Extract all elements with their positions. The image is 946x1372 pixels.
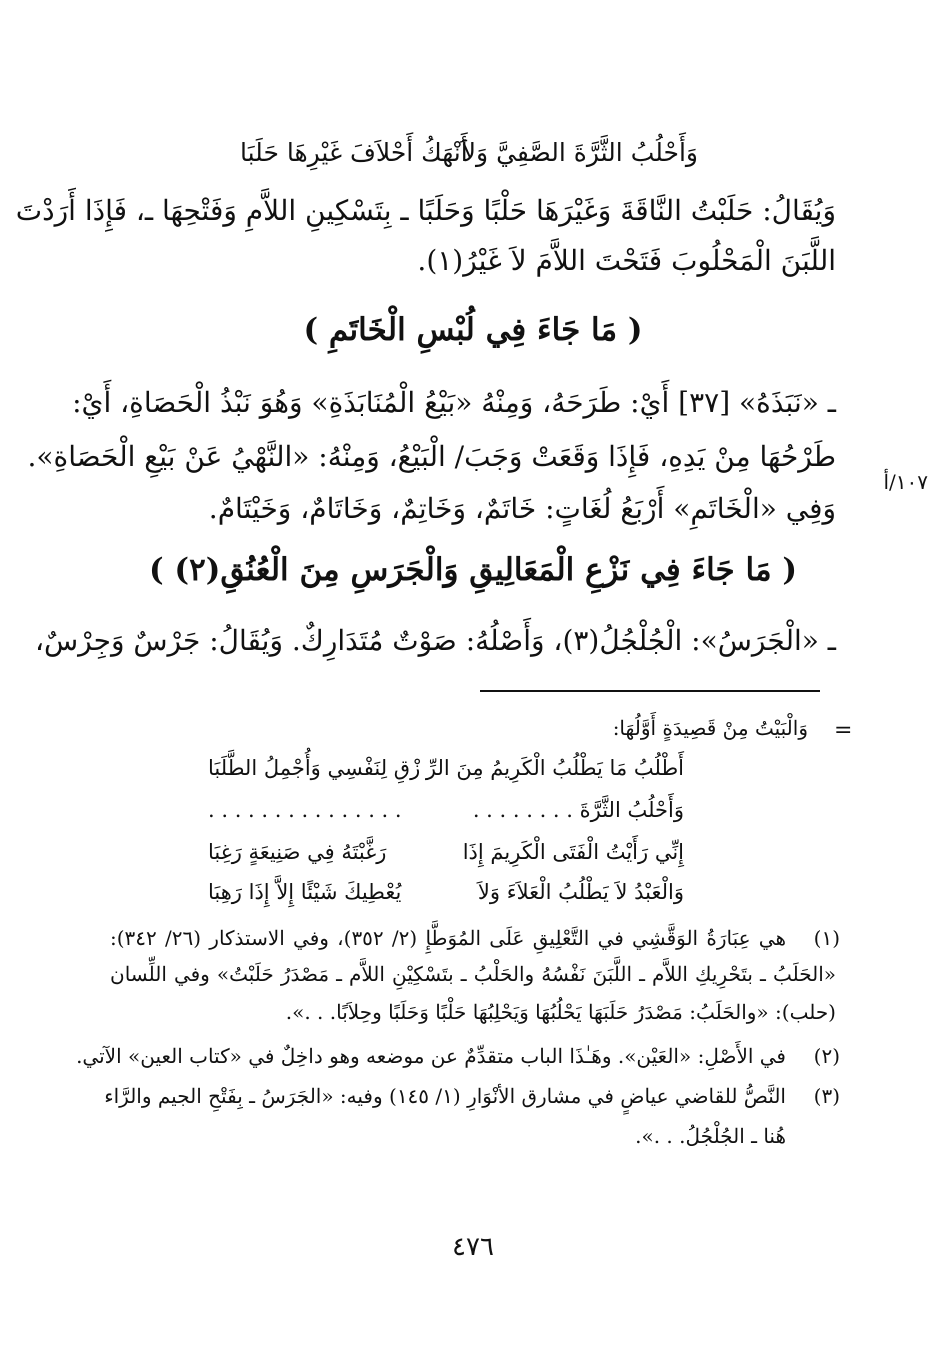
section-heading-jaras: ( مَا جَاءَ فِي نَزْعِ الْمَعَالِيقِ وَالْجَرَسِ مِنَ الْعُنُقِ(٢) ) bbox=[148, 552, 798, 588]
footnote-2-line-1: في الأَصْلِ: «العَيْن». وهَـٰذَا الباب متقدِّمٌ عن موضعه وهو داخِلٌ في «كتاب العين» الآتي. bbox=[76, 1044, 786, 1068]
footnote-3-line-1: النَّصُّ للقاضي عياضٍ في مشارق الأنْوَارِ (١/ ١٤٥) وفيه: «الجَرَسُ ـ بِفَتْحِ الجيم والرَّاء bbox=[104, 1084, 786, 1108]
section-heading-khatam: ( مَا جَاءَ فِي لُبْسِ الْخَاتَمِ ) bbox=[303, 312, 643, 348]
paragraph-2-line-1: ـ «نَبَذَهُ» [٣٧] أَيْ: طَرَحَهُ، وَمِنْهُ «بَيْعُ الْمُنَابَذَةِ» وَهُوَ نَبْذُ الْحَصَاةِ، أَيْ: bbox=[72, 386, 836, 419]
footnote-1-number: (١) bbox=[813, 926, 840, 950]
paragraph-1-line-2: اللَّبَنَ الْمَحْلُوبَ فَتَحْتَ اللاَّمَ لاَ غَيْرُ(١). bbox=[417, 244, 836, 277]
footnote-verse-3-left: رَغَّبْتَهُ فِي صَنِيعَةٍ رَغِبَا bbox=[208, 840, 387, 864]
footnote-2-number: (٢) bbox=[813, 1044, 840, 1068]
manuscript-folio-ref: ١٠٧/أ bbox=[883, 470, 928, 494]
footnote-separator bbox=[480, 690, 820, 692]
paragraph-2-line-2: طَرْحُهَا مِنْ يَدِهِ، فَإِذَا وَقَعَتْ وَجَبَ/ الْبَيْعُ، وَمِنْهُ: «النَّهْيُ عَنْ بَيْعِ الْحَصَاةِ». bbox=[27, 440, 836, 473]
footnote-3-line-2: هُنا ـ الجُلْجُلُ. . .». bbox=[635, 1124, 786, 1148]
footnote-1-line-2: «الحَلَبُ ـ بتَحْرِيكِ اللاَّم ـ اللَّبَنَ نَفْسُهُ والحَلْبُ ـ بتَسْكِيْنِ اللاَّم ـ مَصْدَرُ حَلَبْتُ» وفي اللِّسان bbox=[110, 962, 836, 986]
paragraph-3-line-1: ـ «الْجَرَسُ»: الْجُلْجُلُ(٣)، وَأَصْلُهُ: صَوْتٌ مُتَدَارِكٌ. وَيُقَالُ: جَرْسٌ وَجِرْسٌ، bbox=[34, 624, 836, 657]
paragraph-1-line-1: وَيُقَالُ: حَلَبْتُ النَّاقَةَ وَغَيْرَهَا حَلْبًا وَحَلَبًا ـ بِتَسْكِينِ اللاَّمِ وَفَتْحِهَا ـ، فَإِذَا أَرَدْتَ bbox=[15, 194, 836, 227]
verse-left-hemistich: أَنْهَكُ أَحْلاَفَ غَيْرِهَا حَلَبَا bbox=[240, 138, 468, 167]
footnote-verse-4-right: وَالْعَبْدُ لاَ يَطْلُبُ الْعَلاَءَ وَلاَ bbox=[477, 880, 684, 904]
footnote-verse-4-left: يُعْطِيكَ شَيْئًا إِلاَّ إِذَا رَهِبَا bbox=[208, 880, 402, 904]
paragraph-2-line-3: وَفِي «الْخَاتَمِ» أَرْبَعُ لُغَاتٍ: خَاتَمٌ، وَخَاتِمٌ، وَخَاتَامٌ، وَخَيْتَامٌ. bbox=[208, 492, 836, 525]
footnote-3-number: (٣) bbox=[813, 1084, 840, 1108]
footnote-verse-1-right: أَطْلُبُ مَا يَطْلُبُ الْكَرِيمُ مِنَ الرِّ bbox=[425, 756, 684, 780]
verse-right-hemistich: وَأَحْلُبُ الثَّرَّةَ الصَّفِيَّ وَلاَ bbox=[461, 138, 698, 167]
footnote-1-line-1: هي عِبَارَةُ الوَقَّشِي في التَّعْلِيقِ عَلَى المُوَطَّإِ (٢/ ٣٥٢)، وفي الاستذكار (٢٦/ ٣٤٢): bbox=[110, 926, 786, 950]
footnote-verse-intro: وَالْبَيْتُ مِنْ قَصِيدَةٍ أَوَّلُهَا: bbox=[612, 716, 808, 740]
footnote-1-line-3: (حلب): «والحَلَبُ: مَصْدَرُ حَلَبَهَا يَحْلُبُهَا وَيَحْلِبُهَا حَلْبًا وَحَلَبًا وحِلاَبًا. . .». bbox=[285, 1000, 836, 1024]
continuation-mark: = bbox=[834, 718, 853, 743]
footnote-verse-3-right: إِنِّي رَأَيْتُ الْفَتَى الْكَرِيمَ إِذَا bbox=[462, 840, 684, 864]
footnote-verse-1-left: زْقِ لِنَفْسِي وَأُجْمِلُ الطَّلَبَا bbox=[208, 756, 421, 780]
footnote-verse-2-right: وَأَحْلُبُ الثَّرَّةَ . . . . . . . . bbox=[472, 798, 684, 822]
page-number: ٤٧٦ bbox=[452, 1232, 494, 1262]
footnote-verse-2-left: . . . . . . . . . . . . . . . bbox=[208, 798, 402, 822]
